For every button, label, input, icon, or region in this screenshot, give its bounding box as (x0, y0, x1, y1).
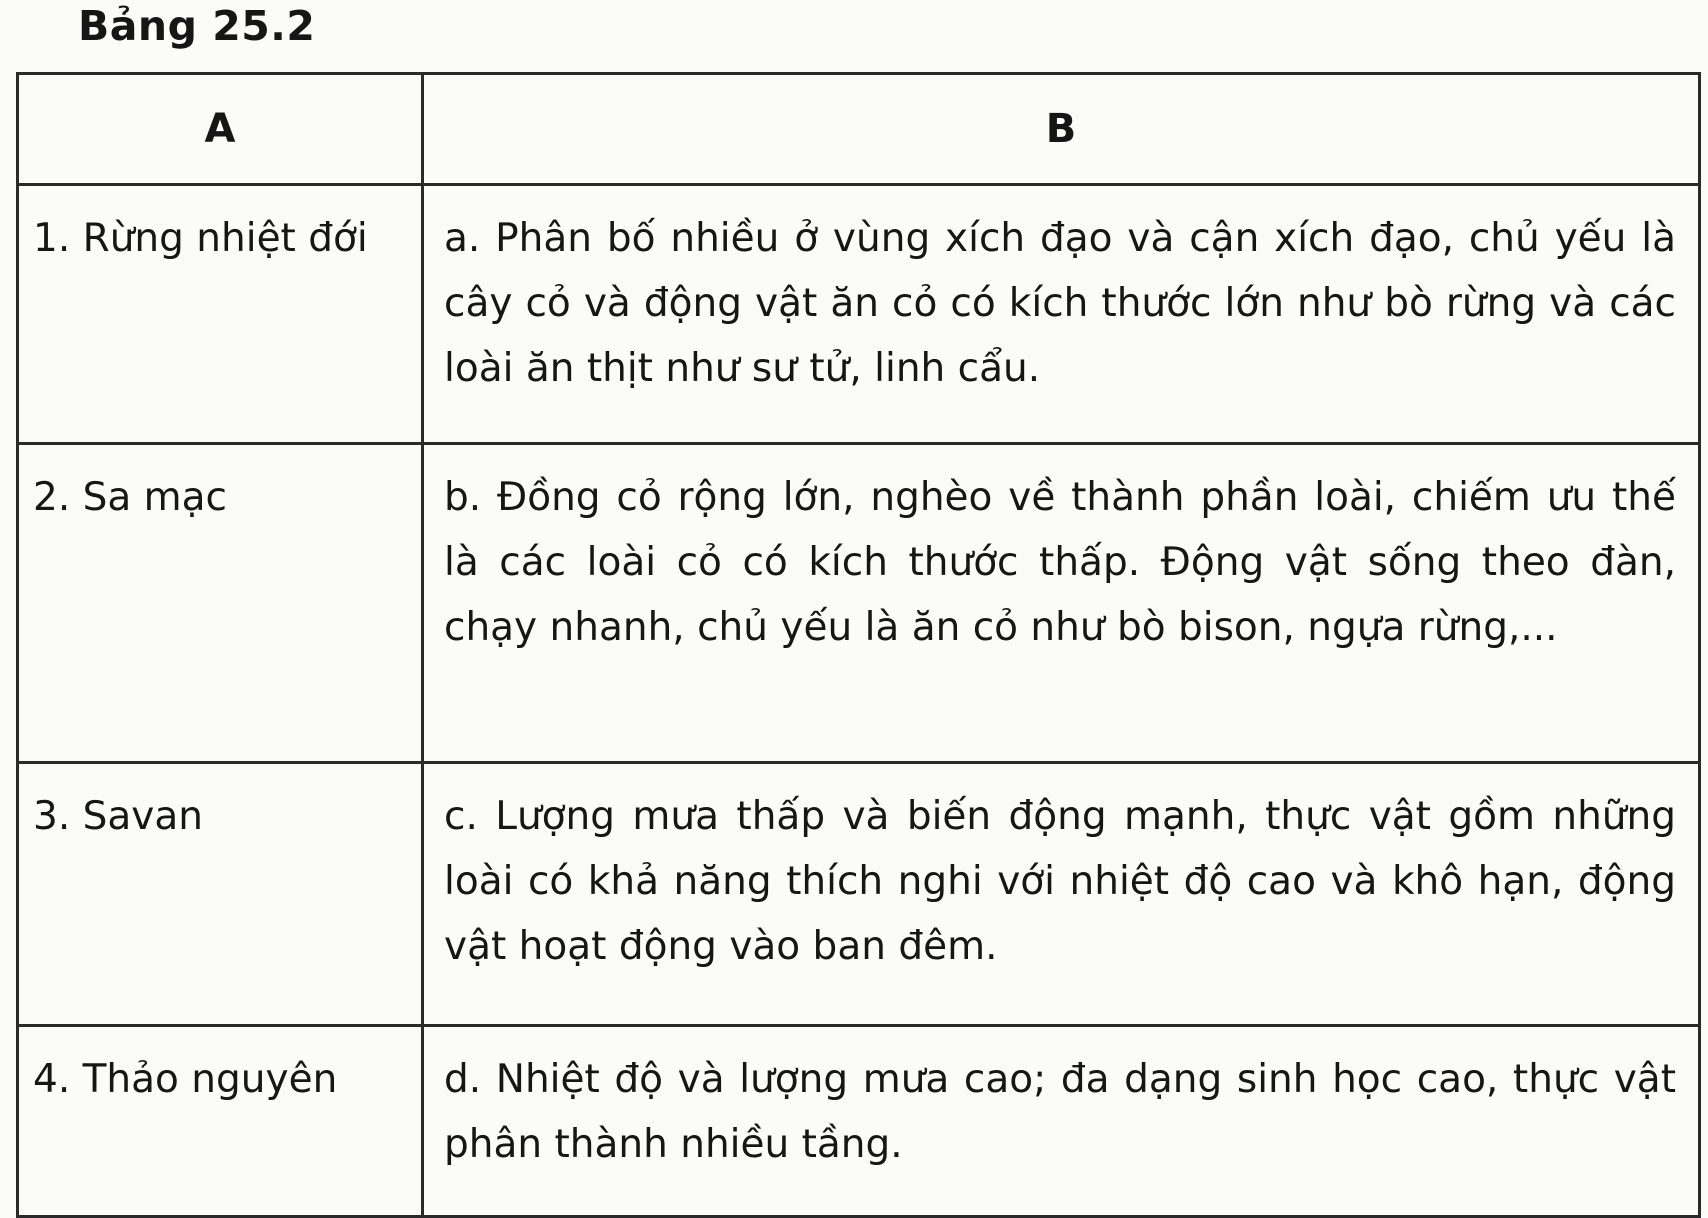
column-header-a: A (18, 74, 423, 185)
table-row (18, 185, 1700, 444)
column-a-cell: 4. Thảo nguyên (18, 1026, 423, 1217)
column-b-cell: a. Phân bố nhiều ở vùng xích đạo và cận xích đạo, chủ yếu là cây cỏ và động vật ăn cỏ có kích thước lớn như bò rừng và các loài ăn thịt như sư tử, linh cẩu. (423, 185, 1700, 444)
column-a-cell: 3. Savan (18, 763, 423, 1026)
table-row (18, 444, 1700, 763)
column-header-b: B (423, 74, 1700, 185)
matching-table (16, 72, 1701, 1218)
table-header-row (18, 74, 1700, 185)
column-b-cell: d. Nhiệt độ và lượng mưa cao; đa dạng sinh học cao, thực vật phân thành nhiều tầng. (423, 1026, 1700, 1217)
table-row (18, 763, 1700, 1026)
table-row (18, 1026, 1700, 1217)
column-a-cell: 2. Sa mạc (18, 444, 423, 763)
column-b-cell: c. Lượng mưa thấp và biến động mạnh, thực vật gồm những loài có khả năng thích nghi với nhiệt độ cao và khô hạn, động vật hoạt động vào ban đêm. (423, 763, 1700, 1026)
column-a-cell: 1. Rừng nhiệt đới (18, 185, 423, 444)
table-title: Bảng 25.2 (78, 2, 316, 50)
column-b-cell: b. Đồng cỏ rộng lớn, nghèo về thành phần loài, chiếm ưu thế là các loài cỏ có kích thước thấp. Động vật sống theo đàn, chạy nhanh, chủ yếu là ăn cỏ như bò bison, ngựa rừng,... (423, 444, 1700, 763)
